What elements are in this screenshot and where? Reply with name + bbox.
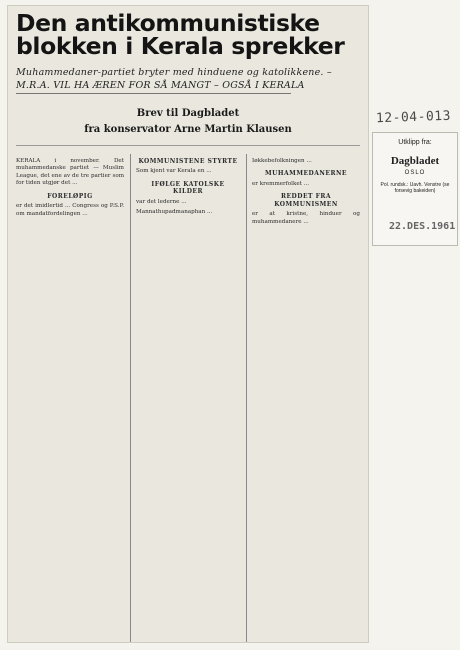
byline-separator [16,145,360,146]
clipping-service-slip [372,132,458,246]
deck-line-1: Muhammedaner-partiet bryter med hinduene og katolikkene. – [16,67,332,78]
newspaper-clipping [8,6,368,642]
text-column-3 [252,158,360,638]
subheading-forelopig: FORELØPIG [47,192,93,200]
subheading-reddet: REDDET FRA KOMMUNISMEN [274,193,338,208]
text-column-2 [136,158,240,638]
subheading-katolske-kilder: IFØLGE KATOLSKE KILDER [151,180,225,196]
slip-label: Utklipp fra: [398,139,432,146]
column-2-para-1: Som kjent var Kerala en ... [136,168,212,175]
column-3-para-2: er kremmerfolket ... [252,180,310,187]
byline-line-1: Brev til Dagbladet [136,108,240,119]
text-column-1 [16,158,124,638]
deck-line-2: M.R.A. VIL HA ÆREN FOR SÅ MANGT – OGSÅ I KERALA [16,80,305,91]
subheading-muhammedanerne: MUHAMMEDANERNE [264,170,347,178]
column-divider-2 [246,154,247,642]
column-2-para-2: var det lederne ... [136,198,187,205]
headline-line-1: Den antikommunistiske [16,9,320,37]
column-1-para-1: KERALA i november. Det muhammedanske partiet — Muslim League, det ene av de tre partier som for tiden utgjør det ... [16,158,124,187]
slip-date-stamp: 22.DES.1961 [389,221,456,232]
column-1-para-2: er det imidlertid ... Congress og P.S.P. om mandatfordelingen ... [16,203,124,217]
handwritten-date: 12-04-013 [375,108,452,127]
slip-city: OSLO [404,170,426,176]
column-3-para-3: er at kristne, hinduer og muhammedanere ... [252,211,360,225]
column-2-para-3: Mannathupadmanaphan ... [136,209,213,216]
subheading-kommunistene: KOMMUNISTENE STYRTE [138,158,238,165]
column-3-para-1: Iøkkebefolkningen ... [252,158,312,164]
column-divider-1 [130,154,131,642]
article-headline [16,9,366,60]
slip-note: Pol. rundsk.: Uavh. Venstre (se forsevig bakeiden) [380,182,450,194]
headline-line-2: blokken i Kerala sprekker [16,32,345,60]
slip-paper-name: Dagbladet [390,155,440,167]
deck-underline [16,93,291,94]
byline-line-2: fra konservator Arne Martin Klausen [84,124,292,135]
